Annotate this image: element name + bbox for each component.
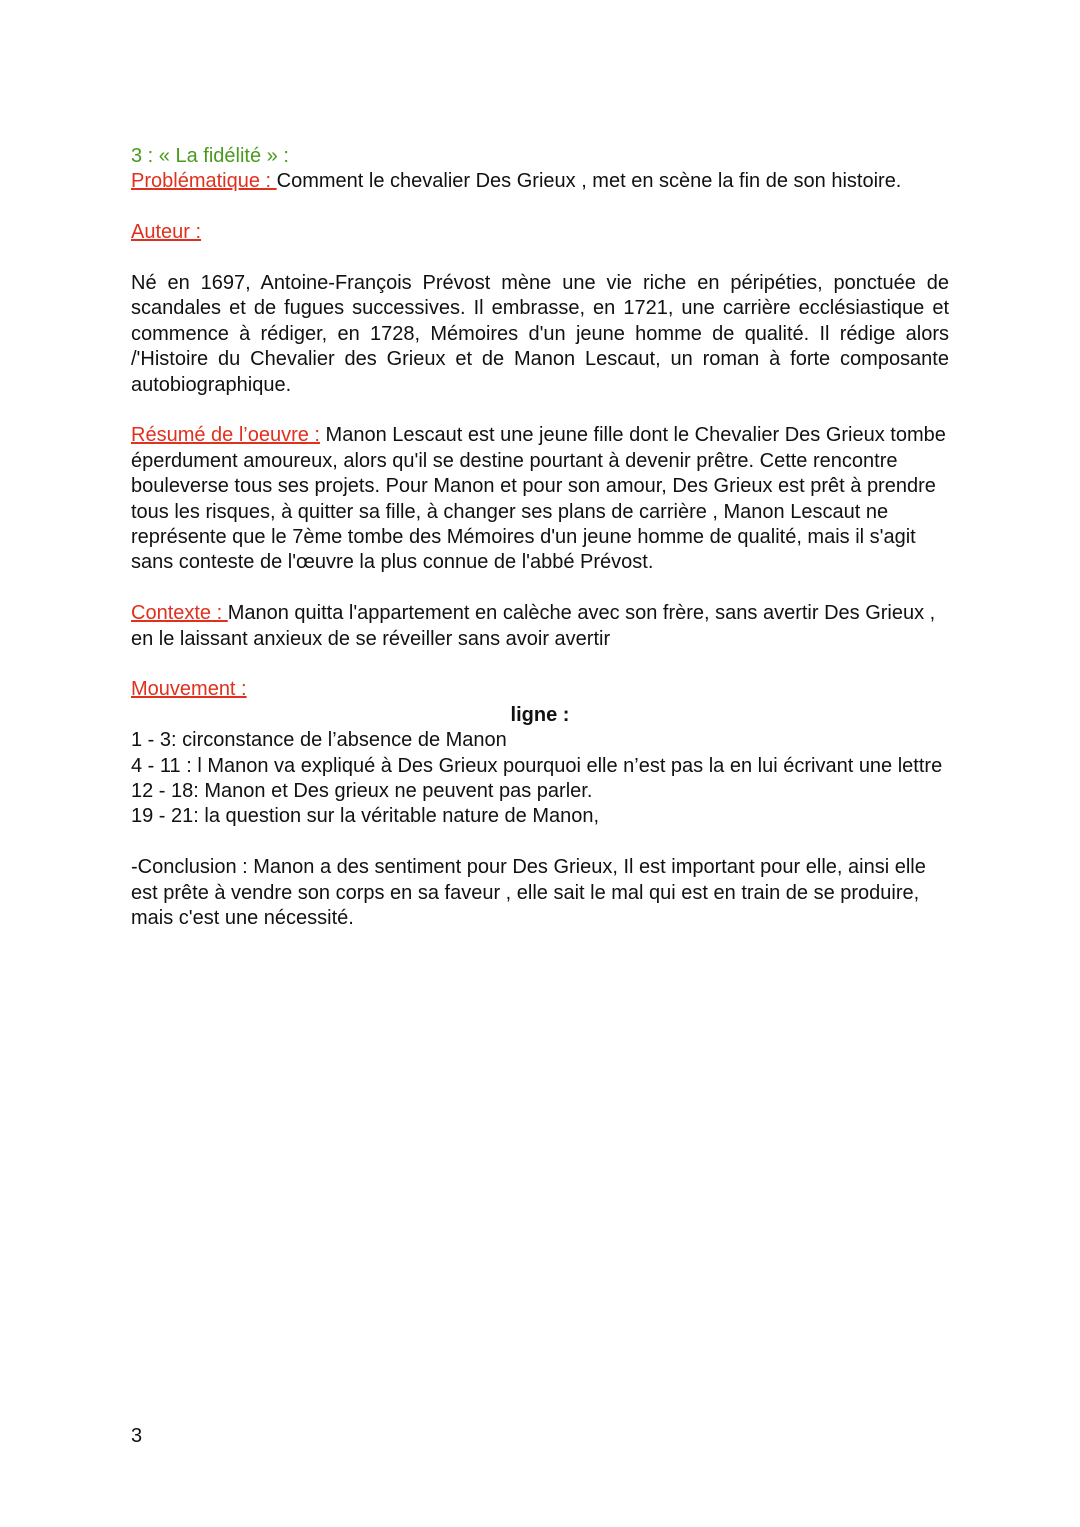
contexte-text: Manon quitta l'appartement en calèche avec son frère, sans avertir Des Grieux , en le laissant anxieux de se réveiller sans avoir avertir — [131, 602, 936, 650]
auteur-text: Né en 1697, Antoine-François Prévost mène une vie riche en péripéties, ponctuée de scandales et de fugues successives. Il embrasse, en 1721, une carrière ecclésiastique et commence à rédiger, en 1728, Mémoires d'un jeune homme de qualité. Il rédige alors /'Histoire du Chevalier des Grieux et de Manon Lescaut, un roman à forte composante autobiographique. — [131, 272, 949, 396]
problematique-text: Comment le chevalier Des Grieux , met en scène la fin de son histoire. — [276, 170, 902, 193]
page-number: 3 — [131, 1425, 143, 1447]
mouvement-label: Mouvement : — [131, 678, 247, 701]
mouvement-heading: ligne : — [510, 703, 570, 726]
problematique-label: Problématique : — [131, 170, 277, 193]
mouvement-item: 12 - 18: Manon et Des grieux ne peuvent pas parler. — [131, 780, 593, 803]
contexte-paragraph — [131, 601, 949, 652]
mouvement-item: 19 - 21: la question sur la véritable nature de Manon, — [131, 805, 600, 828]
conclusion-text: -Conclusion : Manon a des sentiment pour Des Grieux, Il est important pour elle, ainsi elle est prête à vendre son corps en sa faveur , elle sait le mal qui est en train de se produire, mais c'est une nécessité. — [131, 856, 926, 930]
problematique-paragraph — [131, 169, 949, 194]
section-title: 3 : « La fidélité » : — [131, 145, 289, 167]
auteur-label: Auteur : — [131, 221, 202, 244]
contexte-label: Contexte : — [131, 602, 228, 625]
resume-text: Manon Lescaut est une jeune fille dont le Chevalier Des Grieux tombe éperdument amoureux, alors qu'il se destine pourtant à devenir prêtre. Cette rencontre bouleverse tous ses projets. Pour Manon et pour son amour, Des Grieux est prêt à prendre tous les risques, à quitter sa fille, à changer ses plans de carrière , Manon Lescaut ne représente que le 7ème tombe des Mémoires d'un jeune homme de qualité, mais il s'agit sans conteste de l'œuvre la plus connue de l'abbé Prévost. — [131, 424, 946, 574]
resume-label: Résumé de l’oeuvre : — [131, 424, 320, 447]
mouvement-item: 1 - 3: circonstance de l’absence de Manon — [131, 729, 507, 752]
document-body — [131, 144, 949, 932]
mouvement-item: 4 - 11 : l Manon va expliqué à Des Grieux pourquoi elle n’est pas la en lui écrivant une lettre — [131, 754, 943, 777]
resume-paragraph — [131, 423, 949, 575]
